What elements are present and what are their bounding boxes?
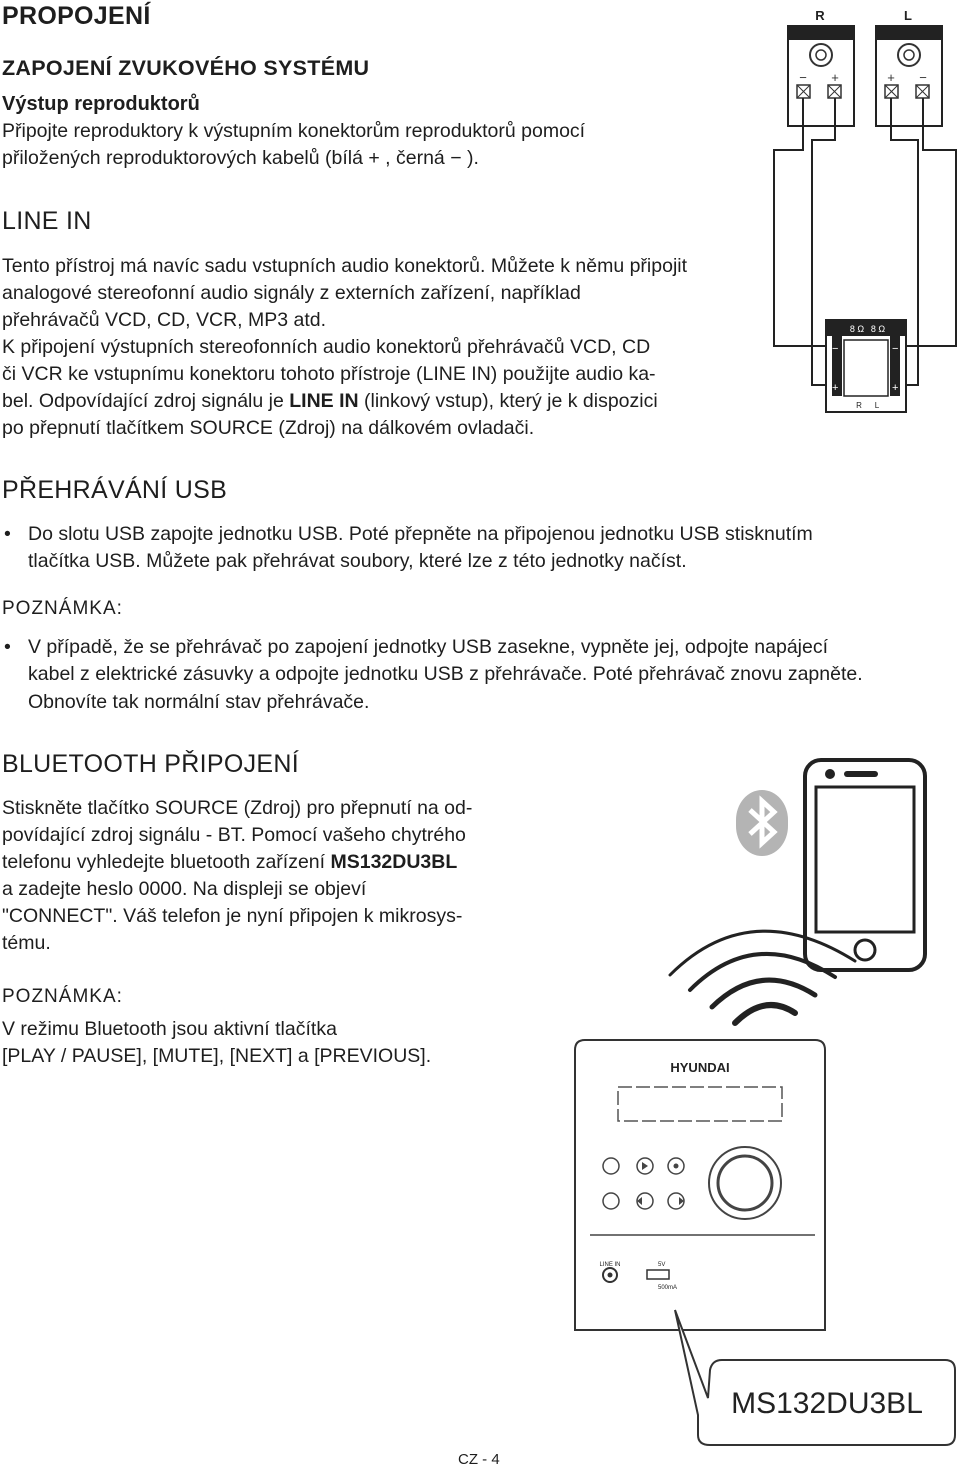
line-in-text-line7: po přepnutí tlačítkem SOURCE (Zdroj) na dálkovém ovladači. [2,417,535,439]
svg-text:5V: 5V [658,1262,666,1268]
usb-note-item: • V případě, že se přehrávač po zapojení jednotky USB zasekne, vypněte jej, odpojte napájecí kabel z elektrické zásuvky a odpojte jednotku USB z přehrávače. Poté přehrávač znovu zapněte. Obnovíte tak normální stav přehrávače. [2,634,957,716]
bluetooth-text-line6: tému. [2,932,51,954]
bluetooth-note-label: POZNÁMKA: [2,986,123,1007]
wireless-waves-icon [670,931,855,1023]
svg-text:−: − [799,70,807,85]
usb-bullet-list [2,521,952,576]
line-in-text-line5: či VCR ke vstupnímu konektoru tohoto přístroje (LINE IN) použijte audio ka- [2,363,656,385]
line-in-text-line3: přehrávačů VCD, CD, VCR, MP3 atd. [2,309,327,331]
page-footer: CZ - 4 [458,1451,500,1468]
speaker-r-box [788,26,854,126]
hyundai-device [575,1040,825,1330]
speaker-l-box [876,26,942,126]
svg-text:+: + [831,70,839,85]
page-title: PROPOJENÍ [2,2,151,30]
line-in-bold: LINE IN [289,390,359,412]
bluetooth-device-name: MS132DU3BL [330,851,458,873]
bluetooth-text-line5: "CONNECT". Váš telefon je nyní připojen k mikrosys- [2,905,463,927]
usb-heading: PŘEHRÁVÁNÍ USB [2,476,228,504]
speakers-text-line2: přiložených reproduktorových kabelů (bílá + , černá − ). [2,147,479,169]
device-power-button [603,1158,619,1174]
usb-bullet-item: • Do slotu USB zapojte jednotku USB. Poté přepněte na připojenou jednotku USB stisknutím tlačítka USB. Můžete pak přehrávat soubory, které lze z této jednotky načíst. [2,521,952,576]
bluetooth-heading: BLUETOOTH PŘIPOJENÍ [2,750,299,778]
bluetooth-text-line4: a zadejte heslo 0000. Na displeji se objeví [2,878,367,900]
line-in-text-line6: bel. Odpovídající zdroj signálu je LINE IN (linkový vstup), který je k dispozici [2,390,658,412]
speakers-heading: ZAPOJENÍ ZVUKOVÉHO SYSTÉMU [2,56,370,80]
svg-text:8 Ω: 8 Ω [870,324,886,334]
smartphone-icon [805,760,925,970]
speakers-subheading: Výstup reproduktorů [2,93,200,115]
svg-text:−: − [919,70,927,85]
device-brand-label: HYUNDAI [670,1060,730,1075]
svg-text:L: L [874,401,880,410]
usb-note-list [2,634,957,716]
svg-text:−: − [832,343,839,355]
usb-note-label: POZNÁMKA: [2,598,123,619]
bluetooth-note-line1: V režimu Bluetooth jsou aktivní tlačítka [2,1018,337,1040]
device-display [618,1087,782,1121]
bluetooth-text-line2: povídající zdroj signálu - BT. Pomocí vašeho chytrého [2,824,466,846]
bluetooth-note-line2: [PLAY / PAUSE], [MUTE], [NEXT] a [PREVIOUS]. [2,1045,432,1067]
speaker-l-label: L [904,8,912,23]
svg-text:+: + [832,382,839,394]
bluetooth-text-line3: telefonu vyhledejte bluetooth zařízení MS132DU3BL [2,851,458,873]
speakers-text-line1: Připojte reproduktory k výstupním konektorům reproduktorů pomocí [2,120,586,142]
svg-text:−: − [892,343,899,355]
device-usb-port [647,1270,669,1279]
line-in-text-line2: analogové stereofonní audio signály z externích zařízení, například [2,282,581,304]
svg-text:+: + [892,382,899,394]
svg-text:+: + [887,70,895,85]
speaker-wiring-diagram [770,0,960,440]
line-in-text-line1: Tento přístroj má navíc sadu vstupních audio konektorů. Můžete k němu připojit [2,255,688,277]
line-in-heading: LINE IN [2,207,92,235]
device-source-button [603,1193,619,1209]
speaker-r-top-band [788,26,854,40]
svg-text:8 Ω: 8 Ω [849,324,865,334]
line-in-text-line4: K připojení výstupních stereofonních audio konektorů přehrávačů VCD, CD [2,336,651,358]
svg-text:R: R [856,401,862,410]
device-line-in-label: LINE IN [599,1262,621,1268]
bluetooth-icon [736,790,788,856]
svg-text:500mA: 500mA [658,1285,678,1291]
model-callout-text: MS132DU3BL [731,1387,923,1420]
speaker-r-label: R [815,8,825,23]
bluetooth-text-line1: Stiskněte tlačítko SOURCE (Zdroj) pro přepnutí na od- [2,797,473,819]
bluetooth-illustration [540,755,960,1470]
